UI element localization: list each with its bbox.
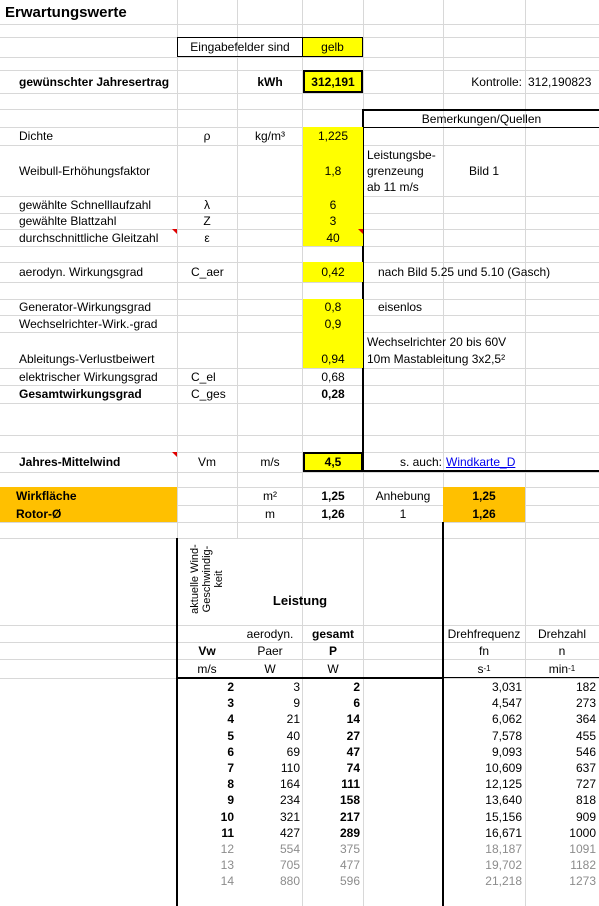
cell-paer: 554 (279, 842, 300, 857)
table-row (0, 760, 599, 776)
table-row (0, 744, 599, 760)
dichte-row (0, 127, 599, 145)
cell-paer: 9 (293, 696, 300, 711)
cell-paer: 40 (286, 728, 300, 743)
generator-row (0, 299, 599, 315)
cell-n: 818 (575, 793, 596, 808)
cell-vw: 5 (227, 728, 234, 743)
cell-fn: 4,547 (491, 696, 522, 711)
gesamt-label: Gesamtwirkungsgrad (19, 387, 142, 401)
cell-n: 273 (575, 696, 596, 711)
table-row (0, 841, 599, 857)
input-legend-value: gelb (303, 37, 363, 57)
jahresertrag-label: gewünschter Jahresertrag (19, 74, 170, 89)
ableitung-remark-1: Wechselrichter 20 bis 60V (367, 334, 507, 349)
cell-n: 1182 (570, 858, 596, 873)
fn-unit (443, 659, 525, 678)
cell-n: 546 (575, 744, 596, 759)
gesamt-header: gesamt (311, 626, 355, 641)
mittelwind-input[interactable]: 4,5 (303, 452, 363, 472)
sheet-title: Erwartungswerte (5, 3, 127, 21)
gesamt-symbol: C_ges (191, 387, 226, 401)
cell-vw: 4 (227, 712, 234, 727)
ableitung-remark-2: 10m Mastableitung 3x2,5² (367, 351, 506, 366)
vw-header: Vw (198, 643, 216, 658)
vertical-header-text: aktuelle Wind-Geschwindig-keit (189, 544, 225, 614)
ableitung-input[interactable]: 0,94 (303, 332, 363, 368)
anhebung-label: Anhebung (375, 489, 431, 503)
n-unit (525, 659, 599, 678)
dichte-label: Dichte (19, 129, 54, 143)
mittelwind-row (0, 452, 599, 472)
n-header: n (558, 643, 566, 658)
cell-vw: 14 (220, 874, 234, 889)
cell-n: 909 (575, 809, 596, 824)
mittelwind-unit: m/s (260, 455, 280, 469)
cell-paer: 110 (280, 761, 300, 776)
border (444, 677, 599, 678)
paer-header: Paer (257, 643, 283, 658)
table-row (0, 873, 599, 889)
cell-fn: 13,640 (485, 793, 522, 808)
cell-vw: 8 (227, 777, 234, 792)
gridline (0, 538, 599, 539)
cell-p: 289 (339, 825, 360, 840)
cell-vw: 12 (220, 842, 234, 857)
jahresertrag-row (0, 70, 599, 93)
table-row (0, 695, 599, 711)
rotor-value-2: 1,26 (443, 505, 525, 522)
p-header: P (328, 643, 337, 658)
wechselrichter-label: Wechselrichter-Wirk.-grad (19, 316, 158, 331)
cell-fn: 3,031 (491, 680, 522, 695)
cell-fn: 16,671 (485, 825, 522, 840)
wirkflaeche-value-2: 1,25 (443, 487, 525, 505)
p-unit: W (327, 661, 339, 676)
schnelllaufzahl-input[interactable]: 6 (303, 196, 363, 213)
cell-vw: 2 (227, 680, 234, 695)
cell-paer: 705 (279, 858, 300, 873)
cell-vw: 9 (227, 793, 234, 808)
table-row (0, 679, 599, 695)
vertical-header (178, 538, 236, 620)
aero-symbol: C_aer (191, 265, 224, 279)
table-row (0, 857, 599, 873)
paer-unit: W (264, 661, 276, 676)
mittelwind-symbol: Vm (198, 455, 216, 469)
cell-fn: 18,187 (485, 842, 522, 857)
fn-header: fn (478, 643, 489, 658)
blattzahl-row (0, 213, 599, 229)
kontrolle-value: 312,190823 (528, 74, 592, 89)
vw-unit: m/s (197, 661, 217, 676)
cell-fn: 15,156 (485, 809, 522, 824)
elektrisch-symbol: C_el (191, 369, 216, 384)
cell-n: 364 (575, 712, 596, 727)
cell-p: 14 (346, 712, 360, 727)
cell-vw: 7 (227, 761, 234, 776)
generator-label: Generator-Wirkungsgrad (19, 300, 152, 314)
mittelwind-see: s. auch: (399, 455, 442, 469)
drehfrequenz-header: Drehfrequenz (447, 626, 521, 641)
cell-vw: 6 (227, 744, 234, 759)
cell-p: 217 (339, 809, 360, 824)
header-row-3 (0, 659, 599, 678)
cell-fn: 19,702 (485, 858, 522, 873)
cell-p: 47 (346, 744, 360, 759)
rotor-unit: m (265, 506, 275, 521)
cell-paer: 164 (279, 777, 300, 792)
header-row-1 (0, 625, 599, 642)
cell-paer: 3 (293, 680, 300, 695)
dichte-symbol: ρ (203, 129, 211, 143)
kontrolle-label: Kontrolle: (471, 74, 522, 89)
cell-fn: 12,125 (485, 777, 522, 792)
cell-p: 375 (339, 842, 360, 857)
weibull-input[interactable]: 1,8 (303, 145, 363, 196)
rotor-value: 1,26 (321, 506, 345, 521)
cell-n: 1091 (569, 842, 596, 857)
aerodyn-header: aerodyn. (246, 626, 294, 641)
weibull-remark-4: Bild 1 (468, 163, 500, 178)
generator-input[interactable]: 0,8 (303, 299, 363, 315)
cell-vw: 10 (220, 809, 234, 824)
elektrisch-label: elektrischer Wirkungsgrad (19, 369, 158, 384)
wechselrichter-row (0, 315, 599, 332)
table-row (0, 809, 599, 825)
cell-n: 182 (575, 680, 596, 695)
gleitzahl-symbol: ε (204, 230, 210, 245)
jahresertrag-unit: kWh (257, 74, 283, 89)
weibull-remark-1: Leistungsbe- (367, 147, 436, 162)
drehzahl-header: Drehzahl (537, 626, 587, 641)
gridline (0, 24, 599, 25)
cell-paer: 21 (286, 712, 300, 727)
gridline (0, 57, 599, 58)
table-row (0, 792, 599, 808)
cell-paer: 321 (279, 809, 300, 824)
cell-vw: 3 (227, 696, 234, 711)
cell-vw: 11 (221, 825, 234, 840)
table-row (0, 776, 599, 792)
gleitzahl-row (0, 229, 599, 246)
border (362, 470, 599, 472)
windkarte-link[interactable]: Windkarte_D (446, 455, 516, 469)
cell-n: 455 (575, 728, 596, 743)
cell-paer: 234 (279, 793, 300, 808)
cell-p: 74 (346, 761, 360, 776)
gridline (0, 282, 599, 283)
cell-p: 477 (339, 858, 360, 873)
gridline (0, 403, 599, 404)
input-legend-row (0, 37, 599, 57)
gridline (0, 472, 599, 473)
table-row (0, 711, 599, 727)
table-row (0, 825, 599, 841)
wirkflaeche-row (0, 487, 599, 505)
schnelllaufzahl-symbol: λ (204, 197, 210, 212)
weibull-label: Weibull-Erhöhungsfaktor (19, 163, 151, 178)
gridline (0, 522, 599, 523)
dichte-unit: kg/m³ (255, 129, 285, 143)
gleitzahl-input[interactable]: 40 (303, 229, 363, 246)
schnelllaufzahl-row (0, 196, 599, 213)
fn-unit-base: s (477, 661, 484, 676)
anhebung-input[interactable]: 1 (399, 506, 407, 521)
header-row-2 (0, 642, 599, 659)
n-unit-base: min (548, 661, 569, 676)
wirkflaeche-unit: m² (263, 489, 277, 503)
cell-fn: 6,062 (491, 712, 522, 727)
aero-input[interactable]: 0,42 (303, 262, 363, 282)
cell-paer: 69 (286, 744, 300, 759)
aero-label: aerodyn. Wirkungsgrad (19, 265, 144, 279)
bemerkungen-header: Bemerkungen/Quellen (421, 111, 542, 126)
ableitung-label: Ableitungs-Verlustbeiwert (19, 352, 155, 366)
gridline (0, 246, 599, 247)
gridline (0, 435, 599, 436)
blattzahl-input[interactable]: 3 (303, 213, 363, 229)
cell-n: 1000 (569, 825, 596, 840)
generator-remark: eisenlos (378, 300, 423, 314)
cell-p: 111 (341, 777, 360, 792)
cell-fn: 9,093 (491, 744, 522, 759)
elektrisch-row (0, 368, 599, 385)
rotor-label: Rotor-Ø (0, 505, 177, 522)
wechselrichter-input[interactable]: 0,9 (303, 315, 363, 332)
wirkflaeche-value: 1,25 (321, 489, 345, 503)
dichte-input[interactable]: 1,225 (303, 127, 363, 145)
comment-marker[interactable] (358, 229, 363, 246)
rotor-row (0, 505, 599, 522)
mittelwind-label: Jahres-Mittelwind (19, 455, 121, 469)
leistung-header: Leistung (272, 592, 328, 608)
cell-p: 596 (339, 874, 360, 889)
table-row (0, 728, 599, 744)
weibull-remark-3: ab 11 m/s (367, 179, 419, 194)
cell-n: 637 (575, 761, 596, 776)
weibull-remark-2: grenzeung (367, 163, 424, 178)
gridline (0, 93, 599, 94)
input-legend-label: Eingabefelder sind (177, 37, 303, 57)
cell-p: 158 (339, 793, 360, 808)
cell-fn: 7,578 (491, 728, 522, 743)
aero-remark: nach Bild 5.25 und 5.10 (Gasch) (378, 265, 551, 279)
cell-paer: 427 (279, 825, 300, 840)
n-unit-exp: -1 (568, 663, 576, 673)
blattzahl-symbol: Z (203, 214, 211, 228)
schnelllaufzahl-label: gewählte Schnelllaufzahl (19, 197, 152, 212)
cell-vw: 13 (220, 858, 234, 873)
blattzahl-label: gewählte Blattzahl (19, 214, 117, 228)
title-row (0, 0, 599, 24)
cell-p: 2 (353, 680, 360, 695)
wirkflaeche-label: Wirkfläche (0, 487, 177, 505)
cell-p: 27 (346, 728, 360, 743)
cell-n: 1273 (569, 874, 596, 889)
fn-unit-exp: -1 (483, 663, 491, 673)
elektrisch-value: 0,68 (321, 369, 345, 384)
gesamt-row (0, 385, 599, 403)
gesamt-value: 0,28 (321, 387, 345, 401)
cell-n: 727 (575, 777, 596, 792)
cell-fn: 21,218 (485, 874, 522, 889)
jahresertrag-input[interactable]: 312,191 (303, 70, 363, 93)
cell-fn: 10,609 (485, 761, 522, 776)
cell-p: 6 (353, 696, 360, 711)
gleitzahl-label: durchschnittliche Gleitzahl (19, 230, 159, 245)
aero-row (0, 262, 599, 282)
cell-paer: 880 (279, 874, 300, 889)
